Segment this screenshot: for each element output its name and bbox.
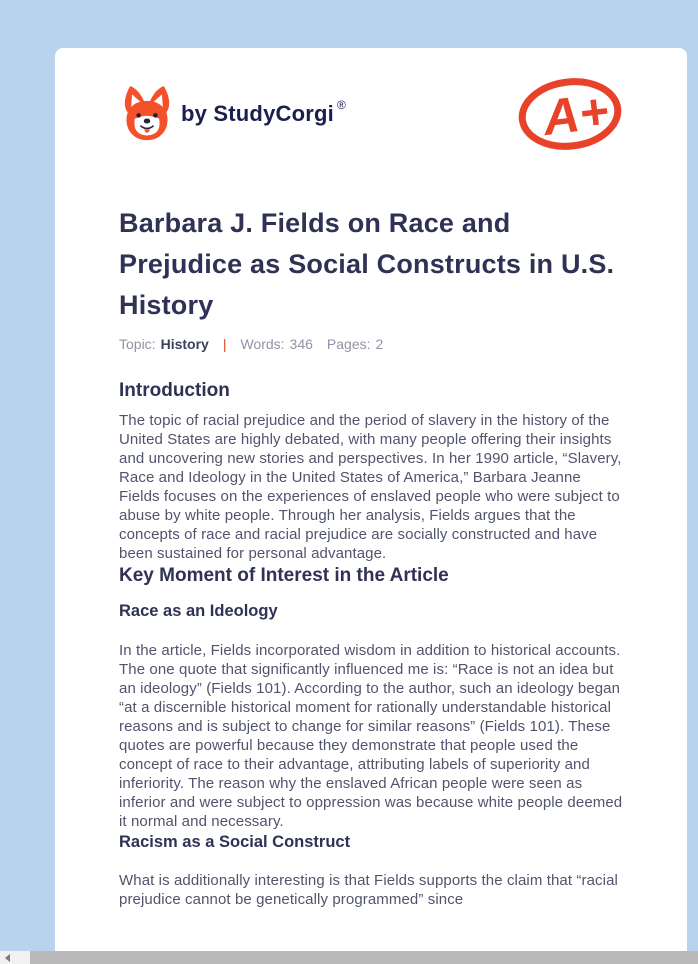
corgi-logo-icon [119, 85, 175, 143]
meta-separator: | [222, 336, 227, 352]
topic-link[interactable]: History [160, 336, 209, 352]
article-meta [119, 336, 623, 352]
header [119, 75, 623, 153]
scroll-left-arrow-icon [5, 954, 10, 962]
paragraph-racism-construct: What is additionally interesting is that Fields supports the claim that “racial prejudice cannot be genetically programmed” since [119, 872, 618, 908]
horizontal-scrollbar[interactable] [0, 951, 698, 964]
subsection-heading-racism-construct: Racism as a Social Construct [119, 833, 351, 851]
scroll-left-button[interactable] [0, 951, 15, 964]
words-value: 346 [289, 336, 313, 352]
paragraph-race-ideology: In the article, Fields incorporated wisdom in addition to historical accounts. The one quote that significantly influenced me is: “Race is not an idea but an ideology” (Fields 101). According to the author, such an ideology began “at a discernible historical moment for rationally understandable historical reasons and is subject to change for similar reasons” (Fields 101). These quotes are powerful because they demonstrate that people used the concept of race to their advantage, attributing labels of superiority and inferiority. The reason why the enslaved African people were seen as inferior and were subject to oppression was because white people deemed it normal and necessary. [119, 642, 623, 830]
studycorgi-logo[interactable] [119, 85, 346, 143]
paragraph-introduction: The topic of racial prejudice and the period of slavery in the history of the United States are highly debated, with many people offering their insights and uncovering new stories and perspectives. In her 1990 article, “Slavery, Race and Ideology in the United States of America,” Barbara Jeanne Fields focuses on the experiences of enslaved people who were subject to abuse by white people. Through her analysis, Fields argues that the concepts of race and racial prejudice are socially constructed and have been sustained for personal advantage. [119, 412, 622, 562]
subsection-heading-race-ideology: Race as an Ideology [119, 602, 278, 620]
topic-label: Topic: [119, 336, 156, 352]
svg-text:A+: A+ [539, 82, 612, 147]
pages-label: Pages: [326, 336, 371, 352]
pages-value: 2 [375, 336, 384, 352]
a-plus-grade-icon [517, 75, 623, 153]
section-heading-key-moment: Key Moment of Interest in the Article [119, 565, 449, 586]
registered-trademark: ® [336, 98, 346, 112]
brand-text: by StudyCorgi [181, 101, 334, 126]
document-card [55, 48, 687, 964]
page-title: Barbara J. Fields on Race and Prejudice as Social Constructs in U.S. History [119, 208, 615, 320]
scrollbar-thumb[interactable] [30, 951, 698, 964]
words-label: Words: [240, 336, 285, 352]
section-heading-introduction: Introduction [119, 380, 230, 401]
